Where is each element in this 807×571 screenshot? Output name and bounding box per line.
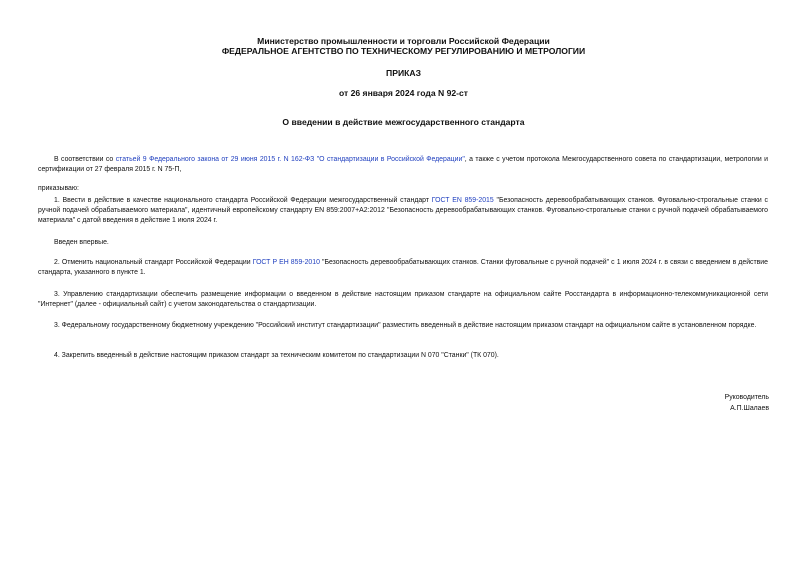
item-3b-text: 3. Федеральному государственному бюджетному учреждению "Российский институт стандартизации" разместить введенный в действие настоящим приказом стандарт на официальном сайте в установленном порядке. [54, 322, 757, 329]
order-word [38, 184, 768, 194]
gost-en-859-2015-link[interactable]: ГОСТ EN 859-2015 [431, 197, 494, 204]
item-4-text: 4. Закрепить введенный в действие настоящим приказом стандарт за техническим комитетом по стандартизации N 070 "Станки" (ТК 070). [54, 352, 499, 359]
item-1-post: "Безопасность деревообрабатывающих станков. Фуговально-строгальные станки с ручной подачей обрабатываемого материала", идентичный европейскому стандарту EN 859:2007+A2:2012 "Безопасность деревообрабатывающих станков. Фуговально-строгальные станки с ручной подачей обрабатываемого материала" с датой введения в действие 1 июля 2024 г. [38, 197, 768, 224]
item-3-text: 3. Управлению стандартизации обеспечить размещение информации о введенном в действие настоящим приказом стандарте на официальном сайте Росстандарта в информационно-телекоммуникационной сети "Интернет" (далее - официальный сайт) с учетом законодательства о стандартизации. [38, 291, 768, 308]
signature-name: А.П.Шалаев [730, 405, 769, 412]
intro-paragraph [38, 155, 768, 175]
item-3b-paragraph [38, 321, 768, 331]
document-type: ПРИКАЗ [386, 68, 421, 78]
signature-title: Руководитель [724, 394, 769, 401]
item-3-paragraph [38, 290, 768, 310]
federal-law-link[interactable]: статьей 9 Федерального закона от 29 июня 2015 г. N 162-ФЗ "О стандартизации в Российской Федерации" [115, 156, 465, 163]
gost-r-en-859-2010-link[interactable]: ГОСТ Р ЕН 859-2010 [252, 259, 320, 266]
item-2-paragraph [38, 258, 768, 278]
intro-text-post: , а также с учетом протокола Межгосударственного совета по стандартизации, метрологии и сертификации от 27 февраля 2015 г. N 75-П, [38, 156, 768, 173]
item-2-pre: 2. Отменить национальный стандарт Российской Федерации [54, 259, 253, 266]
ministry-heading: Министерство промышленности и торговли Российской Федерации [257, 36, 550, 46]
agency-heading: ФЕДЕРАЛЬНОЕ АГЕНТСТВО ПО ТЕХНИЧЕСКОМУ РЕГУЛИРОВАНИЮ И МЕТРОЛОГИИ [221, 46, 586, 56]
item-1-paragraph [38, 196, 768, 226]
order-word-text: приказываю: [38, 185, 79, 192]
document-subject: О введении в действие межгосударственного стандарта [282, 117, 525, 127]
item-2-post: "Безопасность деревообрабатывающих станков. Станки фуговальные с ручной подачей" с 1 июля 2024 г. в связи с введением в действие стандарта, указанного в пункте 1. [38, 259, 768, 276]
introduced-first [38, 238, 768, 248]
intro-text-pre: В соответствии со [54, 156, 116, 163]
item-1-pre: 1. Ввести в действие в качестве национального стандарта Российской Федерации межгосударственный стандарт [54, 197, 432, 204]
document-date-number: от 26 января 2024 года N 92-ст [338, 88, 468, 98]
item-4-paragraph [38, 351, 768, 361]
introduced-first-text: Введен впервые. [54, 239, 109, 246]
